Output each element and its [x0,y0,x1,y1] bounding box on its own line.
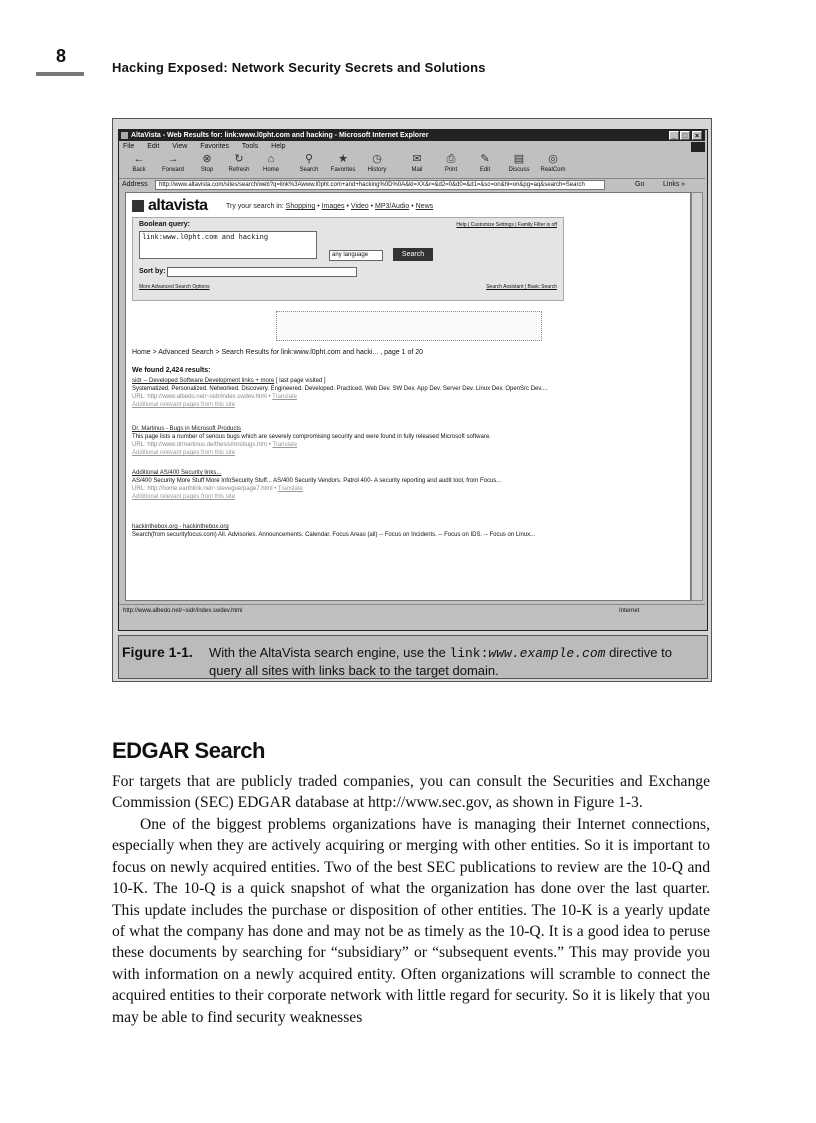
tab-shopping[interactable]: Shopping [285,203,316,210]
result-item [132,523,672,539]
forward-arrow-icon: → [167,153,179,165]
search-form [132,217,564,301]
status-url: http://www.albedo.net/~sidr/index.swdev.html [123,608,243,614]
related-pages-link[interactable]: Additional relevant pages from this site [132,494,236,500]
realcom-button[interactable]: ◎ RealCom [537,152,569,178]
favorites-icon: ★ [338,153,348,165]
result-title[interactable]: Additional AS/400 Security links... [132,470,222,476]
menu-bar [119,141,705,152]
help-settings-links[interactable]: Help | Customize Settings | Family Filter is off [456,222,557,228]
figure-1-1 [112,118,712,682]
tab-mp3-audio[interactable]: MP3/Audio [375,203,410,210]
result-title[interactable]: Dr. Martinus - Bugs in Microsoft Products [132,426,242,432]
toolbar [119,152,705,178]
translate-link[interactable]: Translate [277,486,303,492]
vertical-scrollbar[interactable] [691,192,703,601]
tagline: Try your search in: Shopping • Images • Video • MP3/Audio • News [226,203,434,210]
related-pages-link[interactable]: Additional relevant pages from this site [132,450,236,456]
breadcrumb[interactable]: Home > Advanced Search > Search Results for link:www.l0pht.com and hacki... , page 1 of 20 [132,349,424,356]
address-input[interactable]: http://www.altavista.com/sites/search/web?q=link%3Awww.l0pht.com+and+hacking%0D%0A&kl=XX&r=&d2=0&d0=&d1=&sc=on&hl=on&pg=aq&search=Search [155,180,605,190]
tab-images[interactable]: Images [321,203,345,210]
stop-button[interactable]: ⊗ Stop [191,152,223,178]
close-button[interactable]: × [692,131,702,140]
discuss-button[interactable]: ▤ Discuss [503,152,535,178]
page-number: 8 [56,46,67,66]
query-input[interactable]: link:www.l0pht.com and hacking [139,231,317,259]
home-icon: ⌂ [267,153,275,165]
page-content [125,192,691,601]
figure-caption [118,635,708,679]
maximize-button[interactable]: □ [680,131,690,140]
result-url: URL: http://home.earthlink.net/~stevegue/page7.html [132,486,273,492]
ie-window-icon [121,132,128,139]
menu-view[interactable]: View [172,143,188,150]
forward-button[interactable]: → Forward [157,152,189,178]
result-title[interactable]: hackinthebox.org - hackinthebox.org [132,524,229,530]
menu-file[interactable]: File [123,143,135,150]
translate-link[interactable]: Translate [272,442,298,448]
search-button[interactable]: ⚲ Search [293,152,325,178]
status-zone: Internet [619,608,640,614]
results-count: We found 2,424 results: [132,367,211,374]
paragraph-2: One of the biggest problems organizations have is managing their Internet connections, especially when they are actively acquiring or merging with other entities. So it is important to focus on newly acquired entities. Two of the best SEC publications to review are the 10-Q and 10-K. The 10-Q is a quick snapshot of what the organization has done over the last quarter. This update includes the purchase or disposition of other entities. The 10-K is a yearly update of what the company has done and may not be as timely as the 10-Q. It is a good idea to peruse these documents by searching for “subsidiary” or “subsequent events.” This may provide you with information on a newly acquired entity. Often organizations will scramble to connect the acquired entities to their corporate network with little regard for security. So it is likely that you may be able to find security weaknesses [112,816,710,1026]
browser-title: AltaVista - Web Results for: link:www.l0pht.com and hacking - Microsoft Internet Explorer [131,132,429,139]
links-button[interactable]: Links » [663,181,686,188]
result-title[interactable]: sidr -- Developed Software Development links + more [132,378,275,384]
altavista-logo[interactable]: altavista [148,197,208,214]
search-submit-button[interactable]: Search [393,248,433,261]
result-item: sidr -- Developed Software Development links + more [ last page visited ] Systematized. Personalized. Networked. Discovery. Engineered. Developed. Practiced. Web Dev. SW Dev. App Dev. Server Dev. Linux Dev. OpenSrc Dev.... URL: http://www.albedo.net/~sidr/index.swdev.html • Translate Additional relevant pages from this site [132,377,672,409]
minimize-button[interactable]: _ [669,131,679,140]
boolean-query-label: Boolean query: [139,221,190,228]
print-button[interactable]: ⎙ Print [435,152,467,178]
stop-icon: ⊗ [202,153,212,165]
result-url: URL: http://www.drmartinus.de/thesis/mrsbugs.htm [132,442,268,448]
related-pages-link[interactable]: Additional relevant pages from this site [132,402,236,408]
assistant-link[interactable]: Search Assistant | Basic Search [486,284,557,290]
tab-video[interactable]: Video [350,203,369,210]
realcom-icon: ◎ [548,153,558,165]
altavista-logo-icon [132,200,144,212]
print-icon: ⎙ [446,153,456,165]
translate-link[interactable]: Translate [272,394,297,400]
back-button[interactable]: ← Back [123,152,155,178]
favorites-button[interactable]: ★ Favorites [327,152,359,178]
menu-favorites[interactable]: Favorites [200,143,230,150]
result-url: URL: http://www.albedo.net/~sidr/index.swdev.html [132,394,267,400]
edit-icon: ✎ [480,153,490,165]
ad-banner [276,311,542,341]
refresh-icon: ↻ [234,153,244,165]
address-label: Address [122,181,148,188]
discuss-icon: ▤ [513,153,525,165]
go-button[interactable]: Go [635,181,645,188]
menu-edit[interactable]: Edit [147,143,160,150]
sort-by-input[interactable] [167,267,357,277]
paragraph-1: For targets that are publicly traded companies, you can consult the Securities and Exchange Commission (SEC) EDGAR database at http://www.sec.gov, as shown in Figure 1-3. [112,773,710,812]
mail-icon: ✉ [412,153,422,165]
sort-by-label: Sort by: [139,268,166,275]
result-item: Dr. Martinus - Bugs in Microsoft Products This page lists a number of serious bugs which are severely compromising security and were found in fully released Microsoft software. URL: http://www.drmartinus.de/thesis/mrsbugs.htm • Translate Additional relevant pages from this site [132,425,672,457]
result-item: Additional AS/400 Security links... AS/400 Security More Stuff More InfoSecurity Stuff... AS/400 Security Vendors. Patrol 400- A security reporting and audit tool, from Focus... URL: http://home.earthlink.net/~stevegue/page7.html • Translate Additional relevant pages from this site [132,469,672,501]
result-desc: Search(from securityfocus.com) All. Advisories. Announcements. Calendar. Focus Areas (all) -- Focus on Incidents. -- Focus on IDS. -- Focus on Linux... [132,532,536,538]
caption-text: With the AltaVista search engine, use the link:www.example.com directive to query all sites with links back to the target domain. [209,645,672,678]
more-options-link[interactable]: More Advanced Search Options [139,284,210,290]
section-heading: EDGAR Search [112,738,265,763]
tab-news[interactable]: News [415,203,434,210]
running-head: Hacking Exposed: Network Security Secrets and Solutions [112,60,486,75]
menu-help[interactable]: Help [271,143,286,150]
home-button[interactable]: ⌂ Home [255,152,287,178]
history-icon: ◷ [372,153,382,165]
page-number-rule [36,72,84,76]
browser-window [118,129,708,631]
ie-logo-icon [691,142,705,152]
result-desc: AS/400 Security More Stuff More InfoSecurity Stuff... AS/400 Security Vendors. Patrol 400- A security reporting and audit tool, from Focus... [132,478,502,484]
result-desc: Systematized. Personalized. Networked. Discovery. Engineered. Developed. Practiced. Web Dev. SW Dev. App Dev. Server Dev. Linux Dev. OpenSrc Dev.... [132,386,548,392]
status-bar [119,604,705,616]
menu-tools[interactable]: Tools [241,143,259,150]
search-icon: ⚲ [304,153,314,165]
back-arrow-icon: ← [133,153,145,165]
address-bar [119,178,705,191]
edit-button[interactable]: ✎ Edit [469,152,501,178]
history-button[interactable]: ◷ History [361,152,393,178]
language-select[interactable]: any language [329,250,383,261]
result-desc: This page lists a number of serious bugs which are severely compromising security and were found in fully released Microsoft software. [132,434,491,440]
figure-label: Figure 1-1. [122,644,193,660]
browser-title-bar [119,130,705,141]
refresh-button[interactable]: ↻ Refresh [223,152,255,178]
mail-button[interactable]: ✉ Mail [401,152,433,178]
